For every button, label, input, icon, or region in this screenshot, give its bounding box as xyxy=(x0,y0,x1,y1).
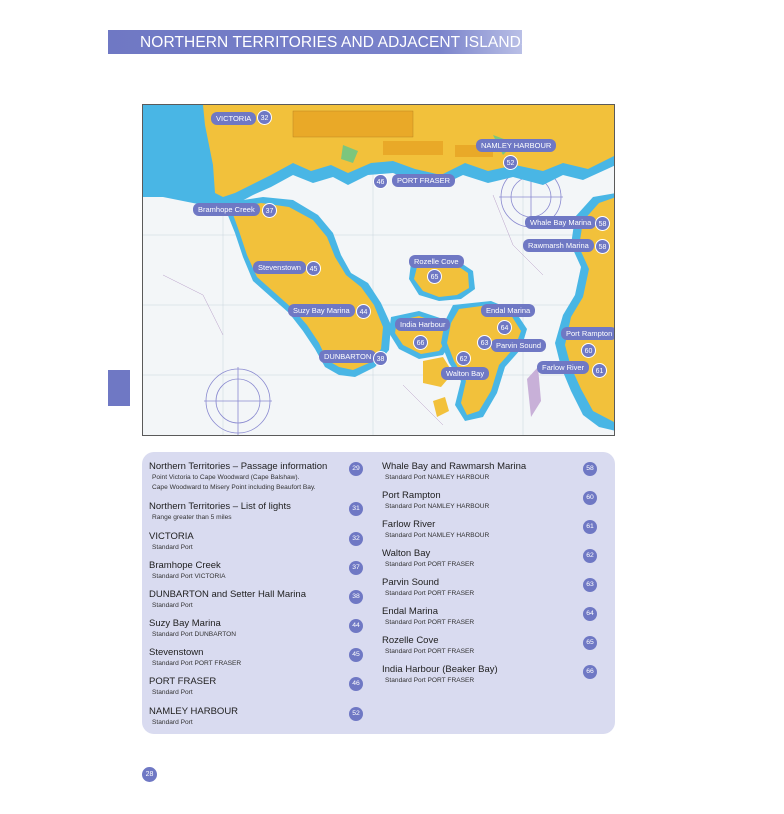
index-entry-title: Northern Territories – Passage information xyxy=(149,461,328,472)
index-entry-subtitle: Standard Port PORT FRASER xyxy=(385,677,475,684)
index-entry[interactable] xyxy=(149,461,369,493)
port-page-badge[interactable]: 58 xyxy=(595,239,610,254)
index-entry[interactable] xyxy=(149,560,369,582)
page-number: 28 xyxy=(142,767,157,782)
port-page-badge[interactable]: 37 xyxy=(262,203,277,218)
port-label[interactable]: Port Rampton xyxy=(561,327,615,340)
index-entry[interactable] xyxy=(382,490,602,512)
port-label[interactable]: Endal Marina xyxy=(481,304,535,317)
index-entry[interactable] xyxy=(149,501,369,523)
index-entry[interactable] xyxy=(382,664,602,686)
index-page-badge[interactable]: 52 xyxy=(349,707,363,721)
index-entry-subtitle: Standard Port PORT FRASER xyxy=(385,561,475,568)
index-entry-title: NAMLEY HARBOUR xyxy=(149,706,239,717)
port-page-badge[interactable]: 65 xyxy=(427,269,442,284)
index-page-badge[interactable]: 32 xyxy=(349,532,363,546)
index-page-badge[interactable]: 44 xyxy=(349,619,363,633)
port-label[interactable]: Stevenstown xyxy=(253,261,306,274)
index-page-badge[interactable]: 66 xyxy=(583,665,597,679)
index-entry-subtitle: Range greater than 5 miles xyxy=(152,514,232,521)
index-entry-subtitle: Standard Port PORT FRASER xyxy=(385,590,475,597)
page-title: NORTHERN TERRITORIES AND ADJACENT ISLANDS xyxy=(140,34,532,51)
port-page-badge[interactable]: 44 xyxy=(356,304,371,319)
index-entry-subtitle: Standard Port xyxy=(152,602,193,609)
index-page-badge[interactable]: 60 xyxy=(583,491,597,505)
index-entry-subtitle: Standard Port PORT FRASER xyxy=(152,660,242,667)
port-page-badge[interactable]: 45 xyxy=(306,261,321,276)
port-page-badge[interactable]: 46 xyxy=(373,174,388,189)
index-entry-title: Suzy Bay Marina xyxy=(149,618,221,629)
index-entry-subtitle: Standard Port xyxy=(152,544,193,551)
port-page-badge[interactable]: 64 xyxy=(497,320,512,335)
index-page-badge[interactable]: 63 xyxy=(583,578,597,592)
port-label[interactable]: Suzy Bay Marina xyxy=(288,304,355,317)
index-entry-subtitle: Cape Woodward to Misery Point including Beaufort Bay. xyxy=(152,484,316,491)
index-page-badge[interactable]: 65 xyxy=(583,636,597,650)
index-entry[interactable] xyxy=(149,676,369,698)
port-page-badge[interactable]: 62 xyxy=(456,351,471,366)
port-label[interactable]: DUNBARTON xyxy=(319,350,376,363)
index-entry-subtitle: Point Victoria to Cape Woodward (Cape Balshaw). xyxy=(152,474,300,481)
port-label[interactable]: Parvin Sound xyxy=(491,339,546,352)
index-page-badge[interactable]: 61 xyxy=(583,520,597,534)
index-entry[interactable] xyxy=(382,461,602,483)
index-entry-title: Stevenstown xyxy=(149,647,204,658)
index-entry-title: VICTORIA xyxy=(149,531,194,542)
index-panel xyxy=(142,452,615,734)
index-entry-title: Parvin Sound xyxy=(382,577,440,588)
index-entry[interactable] xyxy=(382,577,602,599)
index-entry[interactable] xyxy=(149,647,369,669)
port-label[interactable]: Whale Bay Marina xyxy=(525,216,596,229)
index-entry-title: Bramhope Creek xyxy=(149,560,221,571)
index-entry-title: Whale Bay and Rawmarsh Marina xyxy=(382,461,527,472)
section-tab xyxy=(108,370,130,406)
index-page-badge[interactable]: 58 xyxy=(583,462,597,476)
index-entry-subtitle: Standard Port NAMLEY HARBOUR xyxy=(385,532,490,539)
index-entry-title: PORT FRASER xyxy=(149,676,217,687)
index-entry[interactable] xyxy=(382,519,602,541)
index-entry-subtitle: Standard Port xyxy=(152,689,193,696)
index-entry[interactable] xyxy=(382,606,602,628)
index-entry[interactable] xyxy=(149,531,369,553)
index-entry[interactable] xyxy=(382,548,602,570)
port-page-badge[interactable]: 58 xyxy=(595,216,610,231)
index-entry-title: Farlow River xyxy=(382,519,436,530)
port-label[interactable]: Rawmarsh Marina xyxy=(523,239,594,252)
land-central-islands xyxy=(389,255,527,421)
index-entry-title: Rozelle Cove xyxy=(382,635,439,646)
index-entry[interactable] xyxy=(149,706,369,728)
index-entry-title: India Harbour (Beaker Bay) xyxy=(382,664,498,675)
index-entry-subtitle: Standard Port PORT FRASER xyxy=(385,619,475,626)
index-entry-title: Endal Marina xyxy=(382,606,438,617)
index-entry-subtitle: Standard Port NAMLEY HARBOUR xyxy=(385,474,490,481)
index-entry[interactable] xyxy=(149,589,369,611)
map-drawing xyxy=(143,105,615,436)
index-page-badge[interactable]: 64 xyxy=(583,607,597,621)
index-page-badge[interactable]: 45 xyxy=(349,648,363,662)
index-entry-title: Port Rampton xyxy=(382,490,441,501)
port-page-badge[interactable]: 60 xyxy=(581,343,596,358)
index-page-badge[interactable]: 29 xyxy=(349,462,363,476)
index-entry[interactable] xyxy=(382,635,602,657)
index-page-badge[interactable]: 46 xyxy=(349,677,363,691)
index-entry-subtitle: Standard Port VICTORIA xyxy=(152,573,226,580)
port-page-badge[interactable]: 52 xyxy=(503,155,518,170)
index-entry-subtitle: Standard Port NAMLEY HARBOUR xyxy=(385,503,490,510)
index-entry-subtitle: Standard Port PORT FRASER xyxy=(385,648,475,655)
index-page-badge[interactable]: 31 xyxy=(349,502,363,516)
index-entry[interactable] xyxy=(149,618,369,640)
index-entry-title: Northern Territories – List of lights xyxy=(149,501,291,512)
chart-map[interactable] xyxy=(142,104,615,436)
port-page-badge[interactable]: 63 xyxy=(477,335,492,350)
port-label[interactable]: Rozelle Cove xyxy=(409,255,464,268)
index-page-badge[interactable]: 38 xyxy=(349,590,363,604)
port-label[interactable]: Bramhope Creek xyxy=(193,203,260,216)
index-entry-subtitle: Standard Port xyxy=(152,719,193,726)
index-entry-subtitle: Standard Port DUNBARTON xyxy=(152,631,237,638)
port-page-badge[interactable]: 61 xyxy=(592,363,607,378)
port-label[interactable]: NAMLEY HARBOUR xyxy=(476,139,556,152)
port-label[interactable]: PORT FRASER xyxy=(392,174,455,187)
index-entry-title: DUNBARTON and Setter Hall Marina xyxy=(149,589,306,600)
port-page-badge[interactable]: 38 xyxy=(373,351,388,366)
port-label[interactable]: India Harbour xyxy=(395,318,450,331)
index-page-badge[interactable]: 62 xyxy=(583,549,597,563)
index-entry-title: Walton Bay xyxy=(382,548,431,559)
port-page-badge[interactable]: 32 xyxy=(257,110,272,125)
port-label[interactable]: Farlow River xyxy=(537,361,589,374)
port-label[interactable]: VICTORIA xyxy=(211,112,256,125)
port-page-badge[interactable]: 66 xyxy=(413,335,428,350)
index-page-badge[interactable]: 37 xyxy=(349,561,363,575)
port-label[interactable]: Walton Bay xyxy=(441,367,489,380)
